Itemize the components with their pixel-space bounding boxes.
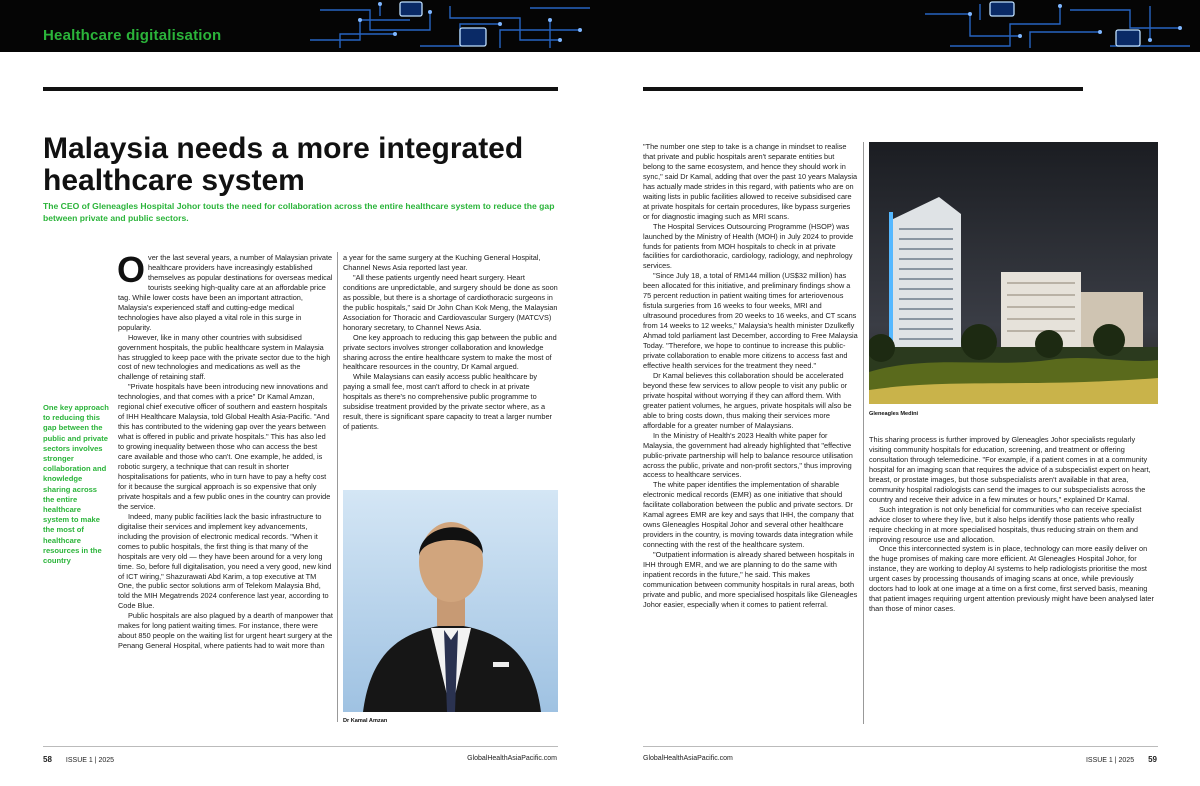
building-photo	[869, 142, 1158, 404]
paragraph: The Hospital Services Outsourcing Programme (HSOP) was launched by the Ministry of Health (MOH) in July 2024 to provide funds for patients from MOH hospitals to check in at private facilities for cardiothoracic, cardiology, radiology, and nephrology services.	[643, 221, 854, 271]
section-label: Healthcare digitalisation	[43, 27, 222, 44]
paragraph: Once this interconnected system is in place, technology can more easily deliver on the huge promises of making care more efficient. At Gleneagles Hospital Johor, for instance, they are working to deploy AI systems to help radiologists prioritise the most urgent cases by processing thousands of imaging scans at once, while previously doctors had to look at one image at a time on a first come, first served basis, meaning that patient images requiring urgent attention previously might have been analysed later than those of minor cases.	[869, 544, 1154, 614]
footer-rule	[43, 746, 558, 747]
article-title: Malaysia needs a more integrated healthcare system	[43, 132, 524, 197]
paragraph: "The number one step to take is a change in mindset to realise that private and public hospitals aren't separate entities but belong to the same ecosystem, and hence they should work in sync," said Dr Kamal, adding that over the past 10 years Malaysia has actually made strides in this regard, with patients who are on waiting lists in public facilities allowed to receive subsidised care at private hospitals for certain procedures, like bypass surgeries or for diagnostic imaging such as MRI scans.	[643, 142, 858, 221]
paragraph: However, like in many other countries with subsidised government hospitals, the public healthcare system in Malaysia has struggled to keep pace with the private sector due to the high cost of new technologies and medications as well as the challenge of retaining staff.	[118, 332, 331, 382]
portrait-caption: Dr Kamal Amzan	[343, 718, 388, 724]
paragraph: Such integration is not only beneficial for communities who can receive specialist advice closer to where they live, but it also helps identify those patients who really require checking in at more specialised hospitals, thus reducing strain on them and improving resource use and allocation.	[869, 504, 1142, 544]
column-divider	[337, 252, 338, 722]
paragraph: Dr Kamal believes this collaboration should be accelerated beyond these few services to allow people to visit any public or private hospital without worrying if they can afford them. With greater patient volumes, he argues, private hospitals will also be able to bring costs down, thus making their services more affordable for a greater number of Malaysians.	[643, 370, 852, 430]
paragraph: "Since July 18, a total of RM144 million (US$32 million) has been allocated for this initiative, and preliminary findings show a 75 percent reduction in patient waiting times for arteriovenous fistula surgeries from 16 weeks to four weeks, MRI and ultrasound procedures from 20 weeks to 16 weeks, and CT scans from 14 weeks to 12 weeks," Malaysia's health minister Dzulkefly Ahmad told parliament last December, according to Free Malaysia Today. "Therefore, we hope to continue to increase this public-private collaboration to enable more citizens to access fast and effective health services for the treatment they need."	[643, 271, 858, 370]
article-subtitle: The CEO of Gleneagles Hospital Johor touts the need for collaboration across the entire healthcare system to reduce the gap between private and public sectors.	[43, 201, 555, 223]
column-1	[117, 249, 333, 651]
header-banner	[600, 0, 1200, 52]
paragraph: ver the last several years, a number of Malaysian private healthcare providers have increasingly established themselves as popular destinations for overseas medical tourists seeking high-quality care at an affordable price tag. While lower costs have been an important attraction, Malaysia's experienced staff and cutting-edge medical technologies have also played a vital role in this surge in popularity.	[118, 253, 333, 332]
building-caption: Gleneagles Medini	[869, 411, 919, 417]
paragraph: Public hospitals are also plagued by a dearth of manpower that makes for long patient waiting times. For instance, there were about 850 people on the waiting list for urgent heart surgery at the Penang General Hospital, where patients had to wait more than	[118, 611, 333, 651]
header-banner	[0, 0, 600, 52]
paragraph: a year for the same surgery at the Kuching General Hospital, Channel News Asia reported last year.	[343, 253, 541, 272]
column-2	[343, 253, 558, 432]
pull-quote: One key approach to reducing this gap between the public and private sectors involves stronger collaboration and knowledge sharing across the entire healthcare system to make the most of healthcare resources in the country	[43, 403, 109, 566]
paragraph: In the Ministry of Health's 2023 Health white paper for Malaysia, the government had already highlighted that "effective public-private partnership will help to balance resource utilisation across the public, private and non-profit sectors," thus improving access to healthcare services.	[643, 430, 853, 480]
left-footer	[43, 755, 114, 764]
footer-rule	[643, 746, 1158, 747]
circuit-graphic	[300, 0, 600, 52]
issue-label: ISSUE 1 | 2025	[65, 757, 115, 764]
paragraph: The white paper identifies the implementation of sharable electronic medical records (EMR) as one initiative that should facilitate collaboration between the public and private sectors. Dr Kamal agrees EMR are key and says that IHH, the company that owns Gleneagles Hospital Johor and several other healthcare providers in the country, is moving towards data integration while connecting with the rest of the healthcare system.	[643, 480, 854, 550]
site-url: GlobalHealthAsiaPacific.com	[467, 755, 557, 762]
right-page	[600, 0, 1200, 786]
paragraph: While Malaysians can easily access public healthcare by paying a small fee, most can't afford to check in at private hospitals as there's no comprehensive public programme to subsidise treatment provided by the private sector where, as a result, there is significant spare capacity to treat a larger number of patients.	[343, 372, 552, 432]
title-rule	[643, 87, 1083, 91]
issue-label: ISSUE 1 | 2025	[1085, 757, 1135, 764]
paragraph: This sharing process is further improved by Gleneagles Johor specialists regularly visiting community hospitals for education, screening, and treatment or offering consultation through telemedicine. "For example, if a patient comes in at a community hospital for an imaging scan that requires the advice of a subspecialist expert on heart, breast, or prostate images, but those subspecialists aren't available in that area, community hospital radiologists can send the images to our subspecialists across the country and receive their advice in a few minutes or hours," explained Dr Kamal.	[869, 435, 1151, 504]
column-4	[869, 435, 1158, 614]
paragraph: Indeed, many public facilities lack the basic infrastructure to digitalise their services and implement key advancements, including the provision of electronic medical records. "When it comes to public hospitals, the first thing is that many of the hospitals are very old — they have been around for a very long time. So, before full digitalisation, you need a very good, new kind of ICT wiring," Shazurawati Abd Karim, a top executive at TM One, the public sector solutions arm of Telekom Malaysia Bhd, told the MIH Megatrends 2024 conference last year, according to Code Blue.	[118, 511, 332, 611]
paragraph: One key approach to reducing this gap between the public and private sectors involves stronger collaboration and knowledge sharing across the entire healthcare system to make the most of healthcare resources in the country, Dr Kamal argued.	[343, 332, 557, 372]
drop-cap: O	[117, 249, 146, 290]
right-footer	[1086, 755, 1157, 764]
circuit-graphic	[920, 0, 1200, 52]
portrait-photo	[343, 490, 558, 712]
paragraph: "Private hospitals have been introducing new innovations and technologies, and that comes with a price" Dr Kamal Amzan, regional chief executive officer of southern and eastern hospitals of IHH Healthcare Malaysia, told Global Health Asia-Pacific. "And this has contributed to the widening gap over the years between what is offered in public and private hospitals." This has also led to growing inequality between those who can access the best care available and those who can't. One example, he added, is robotic surgery, a technique that can result in shorter hospitalisations for patients, who in turn have to pay a hefty cost for it because the surgical approach is so expensive that only private hospitals and a few public ones in the country can provide the service.	[118, 382, 331, 511]
paragraph: "Outpatient information is already shared between hospitals in IHH through EMR, and we are planning to do the same with inpatient records in the future," he said. This makes communication between community hospitals in rural areas, both private and public, and more specialised hospitals like Gleneagles Johor easier, especially when it comes to patient referral.	[643, 550, 858, 609]
page-number: 58	[43, 755, 52, 764]
paragraph: "All these patients urgently need heart surgery. Heart conditions are unpredictable, and surgery should be done as soon as possible, but there is a shortage of cardiothoracic surgeons in the public hospitals," said Dr John Chan Kok Meng, the Malaysian Association for Thoracic and Cardiovascular Surgery (MATCVS) honorary secretary, to Channel News Asia.	[343, 272, 558, 332]
column-divider	[863, 142, 864, 724]
site-url: GlobalHealthAsiaPacific.com	[643, 755, 733, 762]
title-rule	[43, 87, 558, 91]
column-3	[643, 142, 858, 610]
page-number: 59	[1148, 755, 1157, 764]
